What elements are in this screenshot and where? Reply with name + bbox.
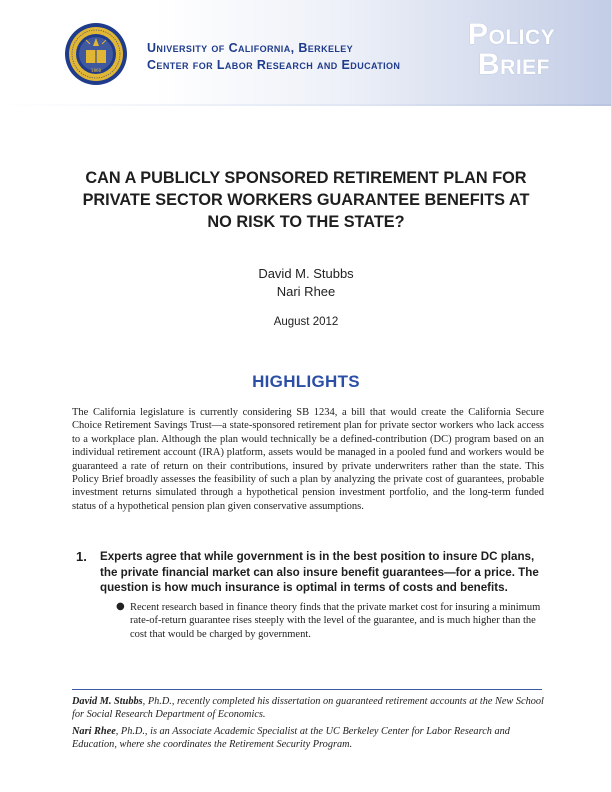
point-text: Experts agree that while government is in the best position to insure DC plans, the private financial market can also insure benefit guarantees—for a price. The question is how much insurance is optimal in terms of costs and benefits. <box>100 550 539 594</box>
footnote-divider <box>72 689 542 690</box>
author-name: Nari Rhee <box>276 284 336 299</box>
policy-brief-label <box>468 20 588 80</box>
footnote-author: Nari Rhee <box>72 726 116 737</box>
highlights-heading: HIGHLIGHTS <box>252 372 360 391</box>
author-footnotes <box>72 695 544 755</box>
publication-date: August 2012 <box>273 316 339 328</box>
intro-paragraph: The California legislature is currently considering SB 1234, a bill that would create the California Secure Choice Retirement Savings Trust—a state-sponsored retirement plan for private sector workers who lack access to a workplace plan. Although the plan would technically be a defined-contribution (DC) program based on an individual retirement account (IRA) platform, assets would be managed in a pooled fund and workers would be guaranteed a rate of return on their contributions, insured by private underwriters rather than the state. This Policy Brief broadly assesses the feasibility of such a plan by analyzing the private cost of guarantees, probable investment returns simulated through a hypothetical pension investment portfolio, and the long-term funded status of a hypothetical pension plan given conservative assumptions. <box>72 407 544 512</box>
footnote-text: , Ph.D., recently completed his dissertation on guaranteed retirement accounts at the New School for Social Research Department of Economics. <box>72 696 544 720</box>
university-name: University of California, Berkeley <box>147 41 354 55</box>
point-number: 1. <box>76 549 87 564</box>
svg-text:1868: 1868 <box>90 68 102 73</box>
institution-name <box>147 40 400 74</box>
bullet-text: Recent research based in finance theory finds that the private market cost for insuring a minimum rate-of-return guarantee rises steeply with the level of the guarantee, and is much higher than the cost that would be charged by government. <box>130 602 541 640</box>
policy-word: Policy <box>468 18 556 51</box>
footnote-item <box>72 695 544 721</box>
university-seal-logo <box>64 22 128 86</box>
footnote-item <box>72 725 544 751</box>
brief-word: Brief <box>478 48 550 81</box>
header-divider <box>0 104 612 106</box>
bullet-icon: ● <box>116 601 125 612</box>
author-list <box>0 265 612 301</box>
author-name: David M. Stubbs <box>258 266 354 281</box>
footnote-author: David M. Stubbs <box>72 696 143 707</box>
footnote-text: , Ph.D., is an Associate Academic Specialist at the UC Berkeley Center for Labor Research and Education, where she coordinates the Retirement Security Program. <box>72 726 510 750</box>
center-name: Center for Labor Research and Education <box>147 58 401 72</box>
document-title: CAN A PUBLICLY SPONSORED RETIREMENT PLAN FOR PRIVATE SECTOR WORKERS GUARANTEE BENEFITS AT NO RISK TO THE STATE? <box>82 169 530 231</box>
